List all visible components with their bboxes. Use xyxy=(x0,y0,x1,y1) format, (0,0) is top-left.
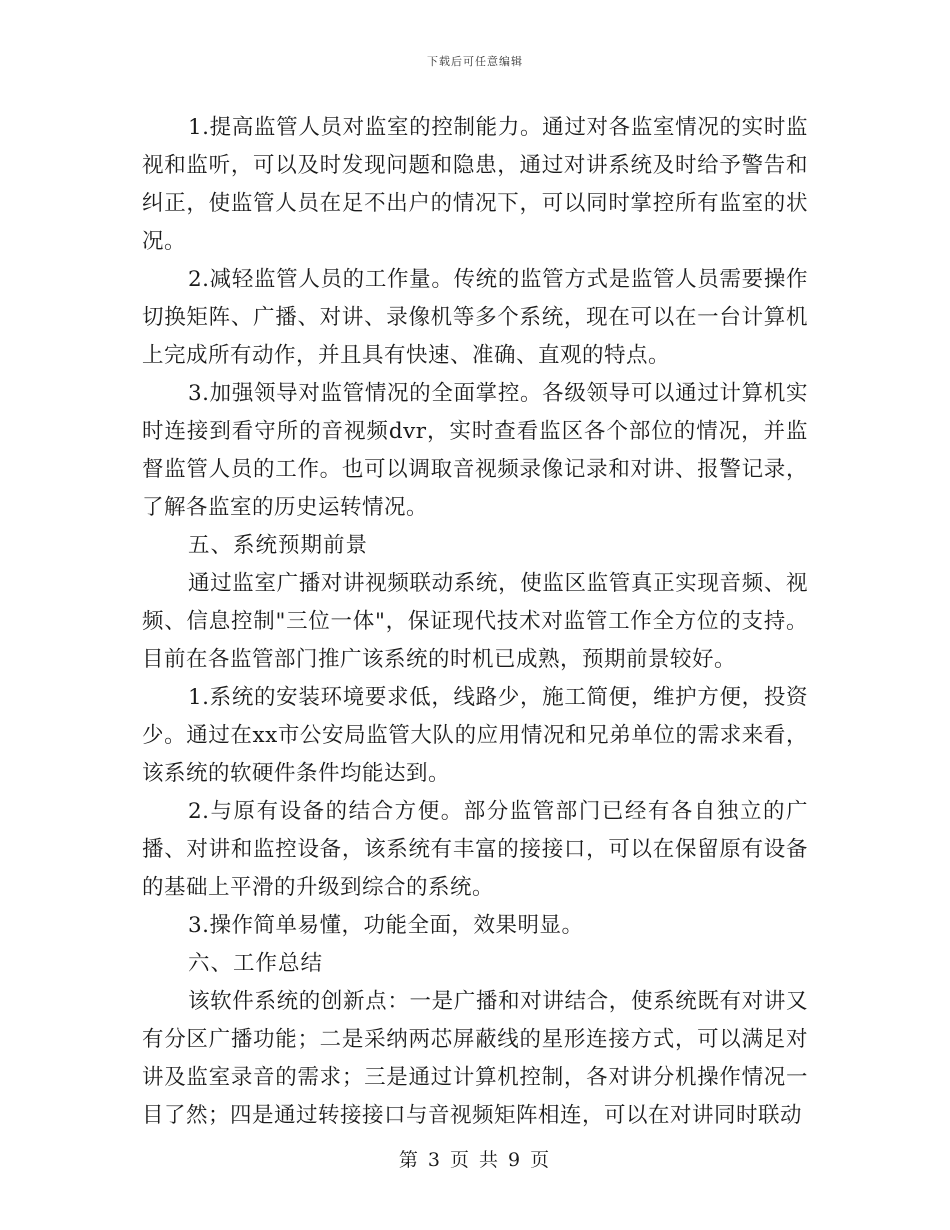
section-heading-summary: 六、工作总结 xyxy=(188,951,324,976)
paragraph-ease-of-use: 3.操作简单易懂，功能全面，效果明显。 xyxy=(188,913,584,938)
paragraph-integration: 2.与原有设备的结合方便。部分监管部门已经有各自独立的广播、对讲和监控设备，该系统有丰富的接接口，可以在保留原有设备的基础上平滑的升级到综合的系统。 xyxy=(142,799,808,900)
paragraph-leadership-oversight: 3.加强领导对监管情况的全面掌控。各级领导可以通过计算机实时连接到看守所的音视频dvr，实时查看监区各个部位的情况，并监督监管人员的工作。也可以调取音视频录像记录和对讲、报警记录，了解各监室的历史运转情况。 xyxy=(142,381,808,520)
section-heading-prospects: 五、系统预期前景 xyxy=(188,533,369,558)
paragraph-innovations: 该软件系统的创新点：一是广播和对讲结合，使系统既有对讲又有分区广播功能；二是采纳两芯屏蔽线的星形连接方式，可以满足对讲及监室录音的需求；三是通过计算机控制，各对讲分机操作情况一目了然；四是通过转接接口与音视频矩阵相连，可以在对讲同时联动 xyxy=(142,989,808,1128)
paragraph-control-ability: 1.提高监管人员对监室的控制能力。通过对各监室情况的实时监视和监听，可以及时发现问题和隐患，通过对讲系统及时给予警告和纠正，使监管人员在足不出户的情况下，可以同时掌控所有监室的状况。 xyxy=(142,115,808,254)
document-body xyxy=(142,109,808,1135)
paragraph-installation: 1.系统的安装环境要求低，线路少，施工简便，维护方便，投资少。通过在xx市公安局监管大队的应用情况和兄弟单位的需求来看，该系统的软硬件条件均能达到。 xyxy=(142,685,808,786)
page-number-footer: 第 3 页 共 9 页 xyxy=(398,1149,552,1171)
page-header-note: 下载后可任意编辑 xyxy=(427,55,523,68)
paragraph-reduce-workload: 2.减轻监管人员的工作量。传统的监管方式是监管人员需要操作切换矩阵、广播、对讲、录像机等多个系统，现在可以在一台计算机上完成所有动作，并且具有快速、准确、直观的特点。 xyxy=(142,267,808,368)
paragraph-prospects-intro: 通过监室广播对讲视频联动系统，使监区监管真正实现音频、视频、信息控制"三位一体"，保证现代技术对监管工作全方位的支持。目前在各监管部门推广该系统的时机已成熟，预期前景较好。 xyxy=(142,571,808,672)
